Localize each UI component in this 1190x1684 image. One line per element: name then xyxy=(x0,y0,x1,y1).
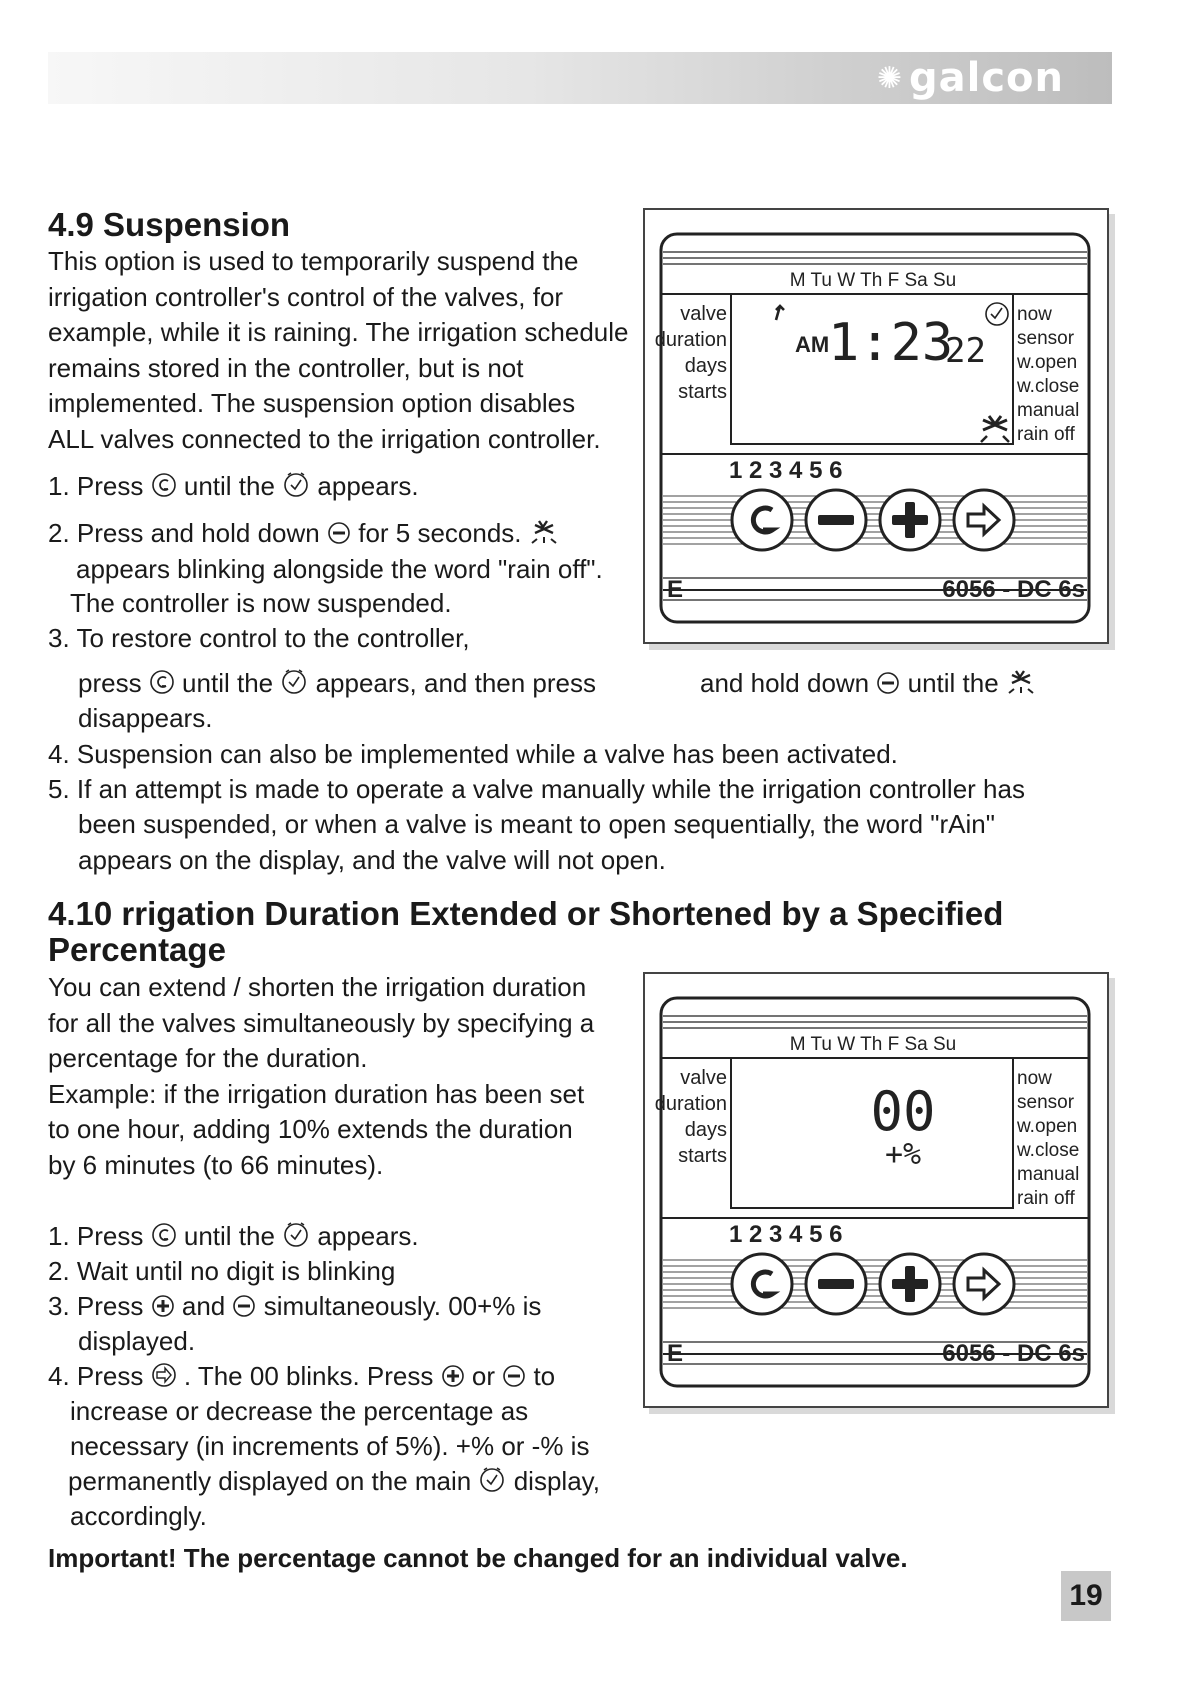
step-text: Suspension can also be implemented while a valve has been activated. xyxy=(76,739,898,769)
step-3-line-2b xyxy=(700,666,1036,702)
brand-logo xyxy=(877,54,1064,102)
lcd-percentage-sign: +% xyxy=(884,1137,922,1172)
step-5-line-2: been suspended, or when a valve is meant to open sequentially, the word "rAin" xyxy=(78,809,995,839)
mode-label-days: days xyxy=(684,355,727,377)
controller-diagram xyxy=(645,974,1111,1410)
intro-line: implemented. The suspension option disables xyxy=(48,388,576,418)
step-text: and xyxy=(181,1291,226,1321)
step-text: appears. xyxy=(317,1221,419,1251)
pct-step-4-line-4 xyxy=(68,1464,600,1500)
status-label-sensor: sensor xyxy=(1017,1092,1075,1113)
pct-step-2 xyxy=(48,1254,395,1290)
step-3-line-3: disappears. xyxy=(78,703,213,733)
status-label-rain-off: rain off xyxy=(1017,424,1075,445)
step-1 xyxy=(48,469,419,505)
intro-line: Example: if the irrigation duration has been set xyxy=(48,1078,585,1109)
step-text: . The 00 blinks. Press xyxy=(183,1361,434,1391)
step-2-line-2: appears blinking alongside the word "rain off". xyxy=(76,554,603,584)
mode-label-valve: valve xyxy=(680,303,727,325)
status-label-sensor: sensor xyxy=(1017,328,1075,349)
step-number: 4. xyxy=(48,1361,70,1391)
step-number: 4. xyxy=(48,739,70,769)
step-text: press xyxy=(78,668,142,698)
mode-label-duration: duration xyxy=(654,1093,727,1115)
step-text: until the xyxy=(183,1221,275,1251)
status-label-w-close: w.close xyxy=(1017,1140,1080,1161)
step-text: appears, and then press xyxy=(315,668,597,698)
step-text: permanently displayed on the main xyxy=(68,1466,472,1496)
status-label-w-open: w.open xyxy=(1017,1116,1078,1137)
step-text: To restore control to the controller, xyxy=(76,623,470,653)
lcd-clock-icon xyxy=(986,303,1008,325)
minus-button[interactable] xyxy=(818,1279,854,1289)
minus-icon xyxy=(876,671,900,695)
controller-diagram xyxy=(645,210,1111,646)
section-4-10-title-2: Percentage xyxy=(48,931,226,968)
mode-label-starts: starts xyxy=(678,1145,727,1167)
status-label-w-close: w.close xyxy=(1017,376,1080,397)
minus-button[interactable] xyxy=(818,515,854,525)
step-text: Wait until no digit is blinking xyxy=(76,1256,396,1286)
pct-step-4-line-3: necessary (in increments of 5%). +% or -% is xyxy=(70,1431,590,1461)
step-text: Press xyxy=(76,1361,144,1391)
step-text: until the xyxy=(183,471,275,501)
clock-icon xyxy=(478,1465,506,1493)
plus-icon xyxy=(151,1294,175,1318)
step-5-line-3: appears on the display, and the valve will not open. xyxy=(78,845,666,875)
status-label-manual: manual xyxy=(1017,1164,1080,1185)
header-bar xyxy=(48,52,1112,104)
mode-label-starts: starts xyxy=(678,381,727,403)
plus-icon xyxy=(441,1364,465,1388)
status-label-w-open: w.open xyxy=(1017,352,1078,373)
status-label-manual: manual xyxy=(1017,400,1080,421)
intro-line: remains stored in the controller, but is not xyxy=(48,352,524,383)
step-number: 2. xyxy=(48,518,70,548)
intro-line: You can extend / shorten the irrigation duration xyxy=(48,972,587,1002)
rain-off-icon xyxy=(529,517,559,545)
sun-icon: ✺ xyxy=(876,60,903,96)
step-text: for 5 seconds. xyxy=(358,518,522,548)
clock-icon xyxy=(282,470,310,498)
step-4 xyxy=(48,737,898,773)
step-text: Press xyxy=(76,1221,144,1251)
step-2-line-3: The controller is now suspended. xyxy=(70,588,452,618)
program-icon xyxy=(149,669,175,695)
arrow-icon xyxy=(776,306,784,320)
step-5 xyxy=(48,772,1025,808)
pct-step-4 xyxy=(48,1359,555,1395)
intro-line: by 6 minutes (to 66 minutes). xyxy=(48,1149,384,1180)
pct-step-3-line-2: displayed. xyxy=(78,1326,196,1356)
step-text: Press xyxy=(76,1291,144,1321)
pct-step-3 xyxy=(48,1289,541,1325)
status-label-now: now xyxy=(1017,304,1052,325)
lcd-percentage-value: 00 xyxy=(870,1080,936,1143)
station-numbers: 1 2 3 4 5 6 xyxy=(729,1221,843,1248)
intro-line: for all the valves simultaneously by specifying a xyxy=(48,1007,595,1038)
program-icon xyxy=(151,472,177,498)
step-number: 1. xyxy=(48,471,70,501)
intro-line: This option is used to temporarily suspend the xyxy=(48,246,579,276)
pct-step-1 xyxy=(48,1219,419,1255)
section-4-9-title: 4.9 Suspension xyxy=(48,206,291,243)
step-text: to xyxy=(533,1361,556,1391)
section-4-10-title: 4.10 rrigation Duration Extended or Shortened by a Specified xyxy=(48,895,1004,932)
model-name: 6056 - DC 6s xyxy=(942,576,1085,603)
lcd-rain-off-icon xyxy=(981,416,1009,442)
pct-step-4-line-2: increase or decrease the percentage as xyxy=(70,1396,529,1426)
lcd-time: 1:23 xyxy=(828,313,954,373)
section-4-10-intro xyxy=(48,970,594,1183)
step-number: 3. xyxy=(48,623,70,653)
pct-step-4-line-5: accordingly. xyxy=(70,1501,207,1531)
step-2 xyxy=(48,516,559,552)
step-text: appears. xyxy=(317,471,419,501)
lcd-seconds: 22 xyxy=(945,331,986,371)
minus-icon xyxy=(327,521,351,545)
step-3 xyxy=(48,621,470,657)
step-number: 1. xyxy=(48,1221,70,1251)
mode-label-valve: valve xyxy=(680,1067,727,1089)
step-3-line-2 xyxy=(78,666,596,702)
station-numbers: 1 2 3 4 5 6 xyxy=(729,457,843,484)
step-text: and hold down xyxy=(700,668,870,698)
minus-icon xyxy=(232,1294,256,1318)
lcd-am-indicator: AM xyxy=(795,332,830,357)
step-text: or xyxy=(471,1361,495,1391)
intro-line: irrigation controller's control of the valves, for xyxy=(48,281,564,312)
step-text: display, xyxy=(513,1466,600,1496)
intro-line: to one hour, adding 10% extends the duration xyxy=(48,1114,573,1144)
step-text: until the xyxy=(907,668,999,698)
controller-display-percentage xyxy=(643,972,1109,1408)
model-letter: E xyxy=(667,1340,684,1367)
model-letter: E xyxy=(667,576,684,603)
page-number: 19 xyxy=(1061,1571,1111,1621)
step-text: Press and hold down xyxy=(76,518,320,548)
model-name: 6056 - DC 6s xyxy=(942,1340,1085,1367)
step-text: simultaneously. 00+% is xyxy=(263,1291,542,1321)
mode-label-duration: duration xyxy=(654,329,727,351)
intro-line: example, while it is raining. The irrigation schedule xyxy=(48,317,629,347)
step-number: 2. xyxy=(48,1256,70,1286)
section-4-9-intro xyxy=(48,244,628,457)
program-icon xyxy=(151,1222,177,1248)
rain-off-icon xyxy=(1006,667,1036,695)
mode-label-days: days xyxy=(684,1119,727,1141)
brand-name: galcon xyxy=(908,55,1064,101)
step-number: 5. xyxy=(48,774,70,804)
weekday-labels: M Tu W Th F Sa Su xyxy=(789,270,957,291)
clock-icon xyxy=(280,667,308,695)
status-label-now: now xyxy=(1017,1068,1052,1089)
step-text: If an attempt is made to operate a valve manually while the irrigation controller has xyxy=(76,774,1025,804)
clock-icon xyxy=(282,1220,310,1248)
intro-line: percentage for the duration. xyxy=(48,1043,368,1073)
controller-display-suspension xyxy=(643,208,1109,644)
step-number: 3. xyxy=(48,1291,70,1321)
intro-line: ALL valves connected to the irrigation controller. xyxy=(48,423,601,454)
important-note: Important! The percentage cannot be changed for an individual valve. xyxy=(48,1543,908,1573)
next-icon xyxy=(151,1362,177,1388)
step-text: Press xyxy=(76,471,144,501)
status-label-rain-off: rain off xyxy=(1017,1188,1075,1209)
minus-icon xyxy=(502,1364,526,1388)
step-text: until the xyxy=(182,668,274,698)
weekday-labels: M Tu W Th F Sa Su xyxy=(789,1034,957,1055)
